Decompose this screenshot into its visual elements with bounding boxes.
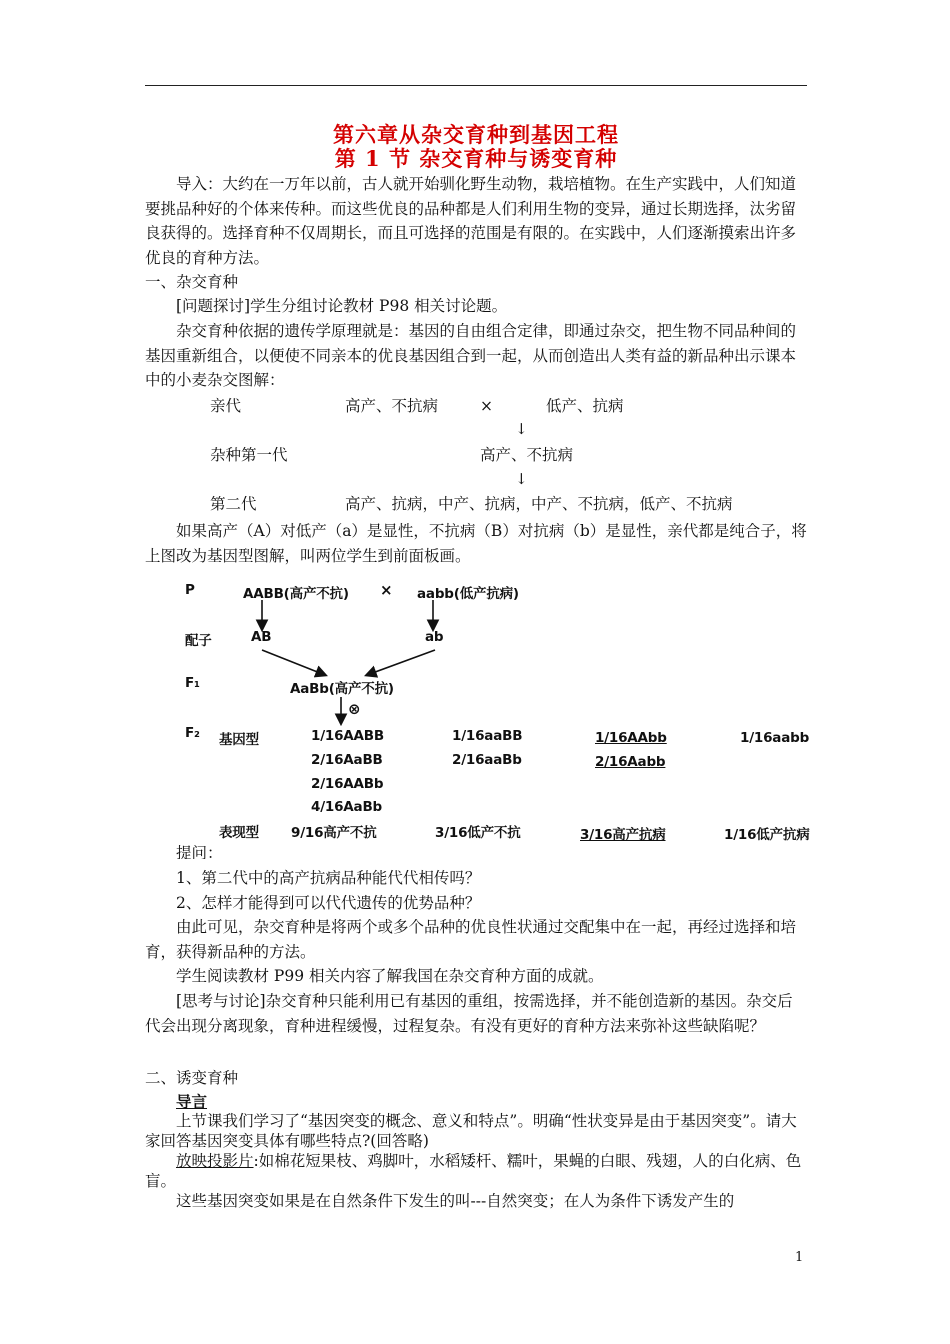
wheat-cross-symbol: × [480, 397, 493, 415]
diagram-selfing-symbol: ⊗ [348, 700, 361, 718]
reading-paragraph: 学生阅读教材 P99 相关内容了解我国在杂交育种方面的成就。 [176, 967, 604, 985]
chapter-title: 第六章从杂交育种到基因工程 [333, 122, 619, 147]
principle-paragraph: 杂交育种依据的遗传学原理就是：基因的自由组合定律，即通过杂交，把生物不同品种间的基因重新组合，以便使不同亲本的优良基因组合到一起，从而创造出人类有益的新品种出示课本中的小麦杂交图解： [145, 322, 797, 389]
genotype-col3-row2: 2/16Aabb [595, 754, 666, 770]
section1-heading: 一、杂交育种 [145, 273, 239, 291]
diagram-parent2: aabb(低产抗病) [417, 586, 519, 602]
genotype-col1-row2: 2/16AaBB [311, 752, 383, 768]
section2-paragraph2: 这些基因突变如果是在自然条件下发生的叫---自然突变；在人为条件下诱发产生的 [176, 1192, 735, 1210]
genotype-col4-row1: 1/16aabb [740, 730, 810, 746]
diagram-f2-label: F₂ [185, 725, 200, 741]
conclusion-paragraph: 由此可见，杂交育种是将两个或多个品种的优良性状通过交配集中在一起，再经过选择和培育，获得新品种的方法。 [145, 918, 797, 961]
think-discuss-paragraph: [思考与讨论]杂交育种只能利用已有基因的重组，按需选择，并不能创造新的基因。杂交后代会出现分离现象，育种进程缓慢，过程复杂。有没有更好的育种方法来弥补这些缺陷呢？ [145, 992, 793, 1035]
slide-label: 放映投影片 [176, 1152, 254, 1170]
phenotype-4: 1/16低产抗病 [724, 827, 810, 843]
section2-heading: 二、诱变育种 [145, 1069, 239, 1087]
wheat-arrow-1: ↓ [515, 420, 528, 438]
header-rule [145, 85, 807, 86]
genotype-col2-row1: 1/16aaBB [452, 728, 523, 744]
phenotype-1: 9/16高产不抗 [291, 825, 377, 841]
diagram-cross-symbol: × [380, 581, 393, 599]
diagram-gamete2: ab [425, 629, 444, 645]
genotype-col1-row4: 4/16AaBb [311, 799, 383, 815]
wheat-arrow-2: ↓ [515, 470, 528, 488]
diagram-f1: AaBb(高产不抗) [290, 681, 394, 697]
wheat-parent2: 低产、抗病 [546, 397, 624, 415]
phenotype-2: 3/16低产不抗 [435, 825, 521, 841]
genotype-col1-row1: 1/16AABB [311, 728, 384, 744]
section-title: 第 1 节 杂交育种与诱变育种 [334, 146, 618, 171]
arrow-gamete2-to-f1 [367, 650, 435, 675]
genotype-col2-row2: 2/16aaBb [452, 752, 522, 768]
diagram-phenotype-label: 表现型 [219, 825, 259, 841]
intro-label: 导言 [176, 1092, 208, 1111]
wheat-parent1: 高产、不抗病 [345, 397, 439, 415]
wheat-parent-label: 亲代 [210, 397, 242, 415]
slide-text: :如棉花短果枝、鸡脚叶，水稻矮杆、糯叶，果蝇的白眼、残翅，人的白化病、色盲。 [145, 1152, 802, 1190]
diagram-arrows [175, 575, 825, 845]
diagram-f1-label: F₁ [185, 675, 200, 691]
phenotype-3: 3/16高产抗病 [580, 827, 666, 843]
page-number: 1 [795, 1250, 804, 1265]
questions-label: 提问： [176, 845, 223, 859]
wheat-f2-label: 第二代 [210, 495, 257, 513]
arrow-gamete1-to-f1 [262, 650, 325, 675]
question-2: 2、怎样才能得到可以代代遗传的优势品种？ [176, 894, 481, 912]
wheat-f1-label: 杂种第一代 [210, 446, 288, 464]
explain-paragraph: 如果高产（A）对低产（a）是显性，不抗病（B）对抗病（b）是显性，亲代都是纯合子，将上图改为基因型图解，叫两位学生到前面板画。 [145, 522, 807, 565]
diagram-genotype-label: 基因型 [219, 732, 259, 748]
slide-paragraph [145, 1151, 807, 1191]
intro-paragraph: 导入：大约在一万年以前，古人就开始驯化野生动物，栽培植物。在生产实践中，人们知道要挑品种好的个体来传种。而这些优良的品种都是人们利用生物的变异，通过长期选择，汰劣留良获得的。选择育种不仅周期长，而且可选择的范围是有限的。在实践中，人们逐渐摸索出许多优良的育种方法。 [145, 175, 797, 267]
diagram-parent1: AABB(高产不抗) [243, 586, 349, 602]
wheat-f2: 高产、抗病，中产、抗病，中产、不抗病，低产、不抗病 [345, 495, 733, 513]
diagram-gamete1: AB [251, 629, 272, 645]
genotype-diagram [175, 575, 825, 845]
diagram-p-label: P [185, 582, 195, 598]
genotype-col3-row1: 1/16AAbb [595, 730, 667, 746]
genotype-col1-row3: 2/16AABb [311, 776, 384, 792]
wheat-f1: 高产、不抗病 [480, 446, 574, 464]
problem-discussion: [问题探讨]学生分组讨论教材 P98 相关讨论题。 [176, 297, 508, 315]
diagram-gamete-label: 配子 [185, 633, 212, 649]
section2-paragraph1: 上节课我们学习了“基因突变的概念、意义和特点”。明确“性状变异是由于基因突变”。请大家回答基因突变具体有哪些特点?(回答略) [145, 1112, 797, 1150]
question-1: 1、第二代中的高产抗病品种能代代相传吗？ [176, 869, 481, 887]
